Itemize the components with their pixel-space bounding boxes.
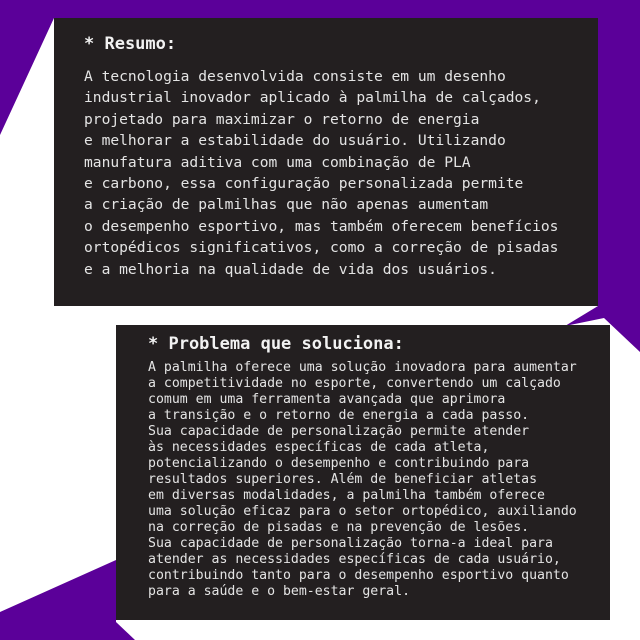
- text-line: e melhorar a estabilidade do usuário. Utilizando: [84, 132, 506, 150]
- text-line: comum em uma ferramenta avançada que aprimora: [148, 392, 506, 407]
- problem-panel: [116, 325, 610, 620]
- text-line: A palmilha oferece uma solução inovadora para aumentar: [148, 360, 577, 375]
- problem-text: [148, 360, 610, 600]
- text-line: manufatura aditiva com uma combinação de PLA: [84, 153, 471, 171]
- text-line: a transição e o retorno de energia a cada passo.: [148, 408, 530, 423]
- text-line: para a saúde e o bem-estar geral.: [148, 584, 411, 599]
- text-line: resultados superiores. Além de beneficiar atletas: [148, 472, 538, 487]
- summary-text: [84, 66, 598, 280]
- text-line: ortopédicos significativos, como a correção de pisadas: [84, 239, 559, 257]
- text-line: na correção de pisadas e na prevenção de lesões.: [148, 520, 530, 535]
- text-line: e carbono, essa configuração personalizada permite: [84, 175, 524, 193]
- text-line: a criação de palmilhas que não apenas aumentam: [84, 196, 489, 214]
- text-line: em diversas modalidades, a palmilha também oferece: [148, 488, 545, 503]
- text-line: Sua capacidade de personalização permite atender: [148, 424, 530, 439]
- text-line: uma solução eficaz para o setor ortopédico, auxiliando: [148, 504, 577, 519]
- summary-panel: [54, 18, 598, 306]
- text-line: potencializando o desempenho e contribuindo para: [148, 456, 530, 471]
- text-line: industrial inovador aplicado à palmilha de calçados,: [84, 89, 541, 107]
- text-line: às necessidades específicas de cada atleta,: [148, 440, 490, 455]
- text-line: a competitividade no esporte, convertendo um calçado: [148, 376, 561, 391]
- text-line: Sua capacidade de personalização torna-a ideal para: [148, 536, 553, 551]
- problem-title: * Problema que soluciona:: [148, 334, 404, 354]
- text-line: contribuindo tanto para o desempenho esportivo quanto: [148, 568, 569, 583]
- text-line: projetado para maximizar o retorno de energia: [84, 110, 480, 128]
- text-line: e a melhoria na qualidade de vida dos usuários.: [84, 260, 497, 278]
- summary-title: * Resumo:: [84, 34, 177, 54]
- text-line: atender as necessidades específicas de cada usuário,: [148, 552, 561, 567]
- text-line: o desempenho esportivo, mas também oferecem benefícios: [84, 217, 559, 235]
- text-line: A tecnologia desenvolvida consiste em um desenho: [84, 68, 506, 85]
